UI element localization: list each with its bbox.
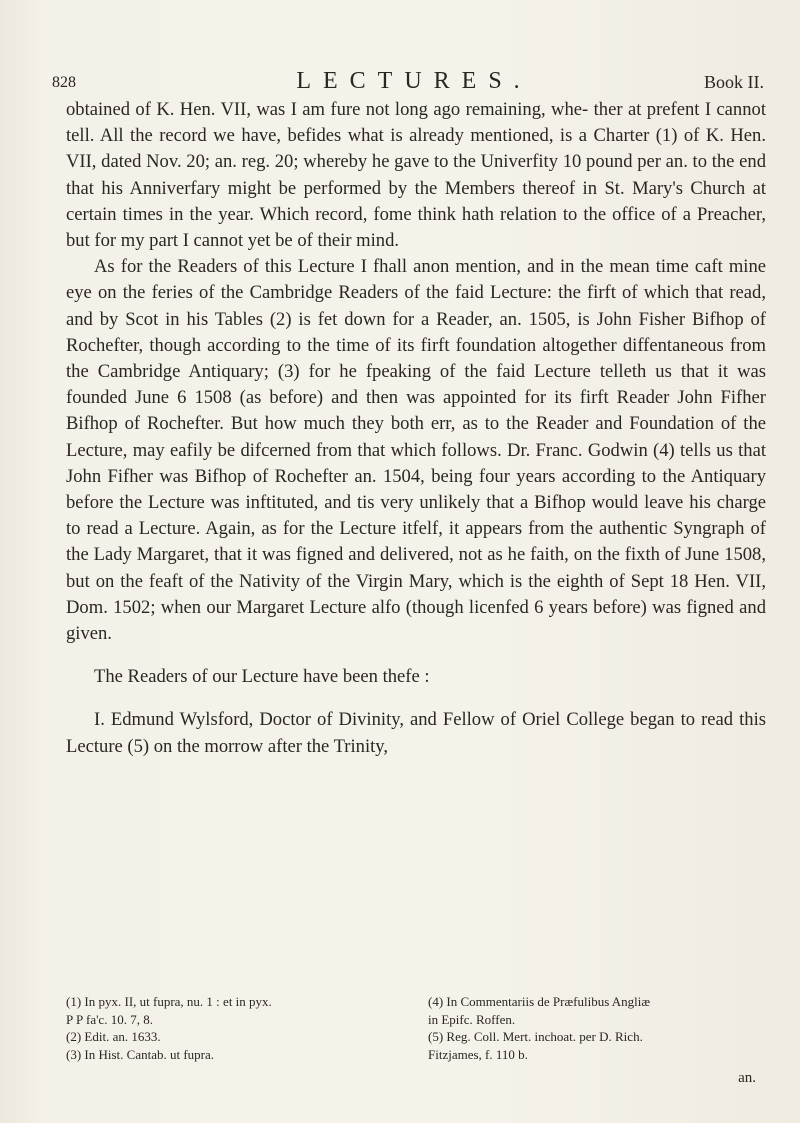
footnote-line: (5) Reg. Coll. Mert. inchoat. per D. Rich. <box>428 1029 643 1044</box>
running-title: LECTURES. <box>296 68 532 94</box>
book-label: Book II. <box>704 72 764 92</box>
footnote-line: P P fa'c. 10. 7, 8. <box>66 1011 153 1027</box>
footnote-line: (1) In pyx. II, ut fupra, nu. 1 : et in pyx. <box>66 994 272 1009</box>
page-number: 828 <box>52 74 76 91</box>
footnote-line: (2) Edit. an. 1633. <box>66 1029 161 1044</box>
catchword: an. <box>738 1070 756 1086</box>
footnote-line: Fitzjames, f. 110 b. <box>428 1046 528 1062</box>
paragraph: I. Edmund Wylsford, Doctor of Divinity, and Fellow of Oriel College began to read this Lecture (5) on the morrow after the Trinity, <box>66 709 766 757</box>
footnotes-right-column <box>428 993 766 1063</box>
footnote-line: (4) In Commentariis de Præfulibus Angliæ <box>428 994 651 1009</box>
page-header <box>52 68 764 98</box>
paragraph: The Readers of our Lecture have been thefe : <box>94 666 430 688</box>
paragraph: As for the Readers of this Lecture I fhall anon mention, and in the mean time caft mine eye on the feries of the Cambridge Readers of the faid Lecture: the firft of which that read, and by Scot in his Tables (2) is fet down for a Reader, an. 1505, is John Fisher Bifhop of Rochefter, though according to the time of its firft foundation altogether diffentaneous from the Cambridge Antiquary; (3) for he fpeaking of the faid Lecture telleth us that it was founded June 6 1508 (as before) and then was appointed for its firft Reader John Fifher Bifhop of Rochefter. But how much they both err, as to the Reader and Foundation of the Lecture, may eafily be difcerned from that which follows. Dr. Franc. Godwin (4) tells us that John Fifher was Bifhop of Rochefter an. 1504, being four years according to the Antiquary before the Lecture was inftituted, and tis very unlikely that a Bifhop would leave his charge to read a Lecture. Again, as for the Lecture itfelf, it appears from the authentic Syngraph of the Lady Margaret, that it was figned and delivered, not as he faith, on the fixth of June 1508, but on the feaft of the Nativity of the Virgin Mary, which is the eighth of Sept 18 Hen. VII, Dom. 1502; when our Margaret Lecture alfo (though licenfed 6 years before) was figned and given. <box>66 256 766 645</box>
main-text <box>66 97 766 760</box>
footnotes-left-column <box>66 993 416 1063</box>
paragraph: obtained of K. Hen. VII, was I am fure not long ago remaining, whe- ther at prefent I cannot tell. All the record we have, befides what is already mentioned, is a Charter (1) of K. Hen. VII, dated Nov. 20; an. reg. 20; whereby he gave to the Univerfity 10 pound per an. to the end that his Anniverfary might be performed by the Members thereof in St. Mary's Church at certain times in the year. Which record, fome think hath relation to the office of a Preacher, but for my part I cannot yet be of their mind. <box>66 99 766 252</box>
footnote-line: (3) In Hist. Cantab. ut fupra. <box>66 1046 215 1062</box>
footnote-line: in Epifc. Roffen. <box>428 1011 516 1027</box>
